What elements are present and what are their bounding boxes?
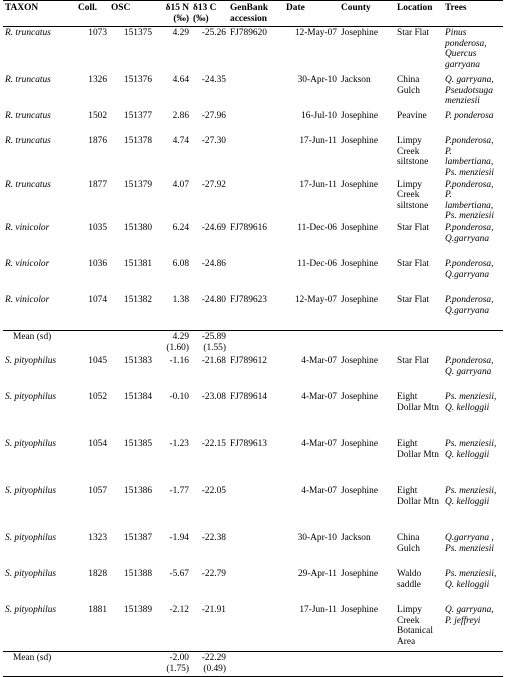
cell-date: 30-Apr-10 [297,532,337,543]
cell-genbank [228,485,284,532]
sd-value: (1.75) [166,663,189,674]
table-row [3,604,503,652]
cell-date: 30-Apr-10 [297,75,337,86]
header-date: Date [286,3,305,13]
cell-taxon: R. truncatus [5,75,51,86]
cell-c13: -21.68 [201,355,226,366]
cell-trees: Q.garryana , Ps. menziesii [445,532,494,554]
cell-location: Peavine [397,111,427,122]
cell-taxon: R. vinicolor [5,222,50,233]
mean-row [3,651,503,676]
cell-trees: Ps. menziesii, Q. kelloggii [445,485,497,507]
cell-county: Josephine [341,111,378,122]
cell-coll: 1326 [88,75,107,86]
table-row [3,27,503,75]
cell-taxon: S. pityophilus [5,355,57,366]
cell-genbank [228,135,284,178]
cell-taxon: S. pityophilus [5,604,57,615]
mean-value: 4.29 [172,331,189,342]
cell-county: Josephine [341,294,378,305]
cell-n15: -0.10 [169,391,189,402]
header-trees: Trees [445,3,467,13]
cell-c13: -22.79 [201,568,226,579]
cell-taxon: R. truncatus [5,179,51,190]
empty-cell [228,330,503,355]
cell-n15: 1.38 [172,294,189,305]
cell-osc: 151386 [123,485,152,496]
cell-trees: P.ponderosa, P. lambertiana, Ps. menziesii [445,136,494,178]
cell-genbank [228,110,284,135]
cell-trees: P.ponderosa, Q.garryana [445,294,494,316]
cell-date: 4-Mar-07 [301,355,337,366]
cell-osc: 151383 [123,355,152,366]
table-row [3,179,503,222]
cell-coll: 1074 [88,294,107,305]
cell-c13: -22.15 [201,438,226,449]
cell-c13: -23.08 [201,391,226,402]
cell-date: 4-Mar-07 [301,485,337,496]
table-row [3,110,503,135]
cell-location: Star Flat [397,222,430,233]
cell-c13: -21.91 [201,604,226,615]
cell-county: Josephine [341,179,378,190]
cell-taxon: S. pityophilus [5,485,57,496]
table-row [3,391,503,438]
cell-coll: 1052 [88,391,107,402]
cell-c13: -24.80 [201,294,226,305]
cell-n15: -5.67 [169,568,189,579]
header-location: Location [397,3,433,13]
table-body-suillus [3,355,503,677]
cell-location: Waldo saddle [397,568,422,590]
cell-n15: -1.77 [169,485,189,496]
cell-date: 17-Jun-11 [299,136,337,147]
cell-n15: -2.12 [169,604,189,615]
cell-date: 16-Jul-10 [301,111,337,122]
cell-location: Star Flat [397,355,430,366]
cell-date: 11-Dec-06 [297,258,337,269]
cell-location: Eight Dollar Mtn [397,391,439,413]
cell-osc: 151382 [123,294,152,305]
mean-value-cell [154,330,191,355]
cell-coll: 1054 [88,438,107,449]
mean-value: -2.00 [169,652,189,663]
cell-coll: 1502 [88,111,107,122]
cell-location: Eight Dollar Mtn [397,485,439,507]
cell-coll: 1881 [88,604,107,615]
header-coll: Coll. [78,3,98,13]
cell-c13: -24.35 [201,75,226,86]
cell-taxon: R. vinicolor [5,258,50,269]
empty-cell [228,651,503,676]
table-row [3,355,503,391]
cell-trees: Q. garryana, P. jeffreyi [445,604,494,626]
sd-value: (1.60) [166,342,189,353]
cell-taxon: S. pityophilus [5,438,57,449]
cell-county: Josephine [341,136,378,147]
cell-trees: P.ponderosa, Q.garryana [445,258,494,280]
header-genbank: GenBank accession [230,3,269,24]
cell-taxon: R. truncatus [5,28,51,39]
cell-coll: 1035 [88,222,107,233]
cell-county: Jackson [341,75,371,86]
cell-genbank: FJ789612 [230,355,267,366]
sd-value: (0.49) [203,663,226,674]
cell-c13: -27.96 [201,111,226,122]
cell-county: Josephine [341,28,378,39]
header-d13c: δ13 C (‰) [193,3,217,24]
cell-location: Star Flat [397,258,430,269]
cell-taxon: R. truncatus [5,136,51,147]
cell-coll: 1057 [88,485,107,496]
cell-location: Limpy Creek Botanical Area [397,604,433,647]
cell-n15: -1.23 [169,438,189,449]
cell-osc: 151378 [123,136,152,147]
header-county: County [341,3,371,13]
cell-osc: 151384 [123,391,152,402]
cell-taxon: S. pityophilus [5,568,57,579]
mean-label: Mean (sd) [3,651,154,676]
cell-n15: 6.08 [172,258,189,269]
cell-c13: -22.38 [201,532,226,543]
table-row [3,222,503,258]
mean-value: -22.29 [201,652,226,663]
cell-county: Josephine [341,438,378,449]
cell-c13: -25.26 [201,28,226,39]
cell-trees: Ps. menziesii, Q. kelloggii [445,568,497,590]
sd-value: (1.55) [203,342,226,353]
cell-n15: 4.07 [172,179,189,190]
table-row [3,532,503,568]
cell-genbank: FJ789623 [230,294,267,305]
cell-coll: 1876 [88,136,107,147]
cell-trees: P.ponderosa, P. lambertiana, Ps. menziesii [445,179,494,222]
cell-location: Eight Dollar Mtn [397,438,439,460]
cell-genbank [228,604,284,652]
cell-genbank: FJ789614 [230,391,267,402]
cell-n15: -1.94 [169,532,189,543]
cell-coll: 1828 [88,568,107,579]
cell-coll: 1323 [88,532,107,543]
cell-county: Josephine [341,568,378,579]
cell-date: 11-Dec-06 [297,222,337,233]
cell-osc: 151381 [123,258,152,269]
cell-location: China Gulch [397,532,420,554]
cell-trees: Pinus ponderosa, Quercus garryana [445,28,487,70]
cell-coll: 1036 [88,258,107,269]
table-row [3,258,503,294]
cell-genbank: FJ789616 [230,222,267,233]
cell-coll: 1073 [88,28,107,39]
table-row [3,74,503,110]
cell-date: 12-May-07 [294,28,337,39]
cell-n15: 4.64 [172,75,189,86]
cell-location: Star Flat [397,28,430,39]
cell-location: China Gulch [397,75,420,96]
cell-location: Star Flat [397,294,430,305]
cell-genbank [228,568,284,604]
cell-c13: -27.30 [201,136,226,147]
cell-trees: Ps. menziesii, Q. kelloggii [445,391,497,413]
cell-coll: 1045 [88,355,107,366]
table-row [3,438,503,485]
table-header-row [3,1,503,27]
cell-n15: -1.16 [169,355,189,366]
cell-c13: -24.69 [201,222,226,233]
cell-genbank: FJ789613 [230,438,267,449]
cell-taxon: R. vinicolor [5,294,50,305]
cell-trees: Ps. menziesii, Q. kelloggii [445,438,497,460]
cell-date: 12-May-07 [294,294,337,305]
isotope-data-table [3,0,503,677]
table-body-rhizopogon [3,27,503,355]
cell-n15: 4.74 [172,136,189,147]
cell-date: 17-Jun-11 [299,179,337,190]
cell-osc: 151380 [123,222,152,233]
mean-label: Mean (sd) [3,330,154,355]
cell-trees: P.ponderosa, Q. garryana [445,355,494,377]
mean-value: -25.89 [201,331,226,342]
cell-osc: 151375 [123,28,152,39]
cell-location: Limpy Creek siltstone [397,136,429,168]
cell-coll: 1877 [88,179,107,190]
cell-county: Josephine [341,258,378,269]
cell-genbank: FJ789620 [230,28,267,39]
mean-value-cell [191,330,228,355]
cell-county: Josephine [341,391,378,402]
cell-genbank [228,258,284,294]
cell-county: Jackson [341,532,371,543]
cell-trees: P. ponderosa [445,111,494,122]
cell-osc: 151376 [123,75,152,86]
cell-date: 4-Mar-07 [301,391,337,402]
cell-county: Josephine [341,355,378,366]
cell-n15: 4.29 [172,28,189,39]
mean-value-cell [154,651,191,676]
cell-c13: -22.05 [201,485,226,496]
cell-osc: 151385 [123,438,152,449]
cell-taxon: S. pityophilus [5,391,57,402]
cell-county: Josephine [341,222,378,233]
cell-trees: Q. garryana, Pseudotsuga menziesii [445,75,494,107]
mean-row [3,330,503,355]
table-row [3,485,503,532]
cell-taxon: R. truncatus [5,111,51,122]
cell-c13: -27.92 [201,179,226,190]
cell-date: 29-Apr-11 [297,568,337,579]
cell-osc: 151388 [123,568,152,579]
cell-genbank [228,179,284,222]
cell-n15: 6.24 [172,222,189,233]
table-row [3,135,503,178]
cell-osc: 151387 [123,532,152,543]
cell-c13: -24.86 [201,258,226,269]
cell-date: 17-Jun-11 [299,604,337,615]
cell-county: Josephine [341,604,378,615]
cell-n15: 2.86 [172,111,189,122]
cell-county: Josephine [341,485,378,496]
isotope-table-document [3,0,503,677]
header-osc: OSC [111,3,131,13]
mean-value-cell [191,651,228,676]
cell-date: 4-Mar-07 [301,438,337,449]
cell-genbank [228,74,284,110]
cell-genbank [228,532,284,568]
table-row [3,294,503,331]
cell-location: Limpy Creek siltstone [397,179,429,211]
header-taxon: TAXON [5,3,39,13]
header-d15n: δ15 N (‰) [165,3,189,24]
cell-trees: P.ponderosa, Q.garryana [445,222,494,244]
cell-osc: 151379 [123,179,152,190]
cell-osc: 151389 [123,604,152,615]
table-row [3,568,503,604]
cell-osc: 151377 [123,111,152,122]
cell-taxon: S. pityophilus [5,532,57,543]
